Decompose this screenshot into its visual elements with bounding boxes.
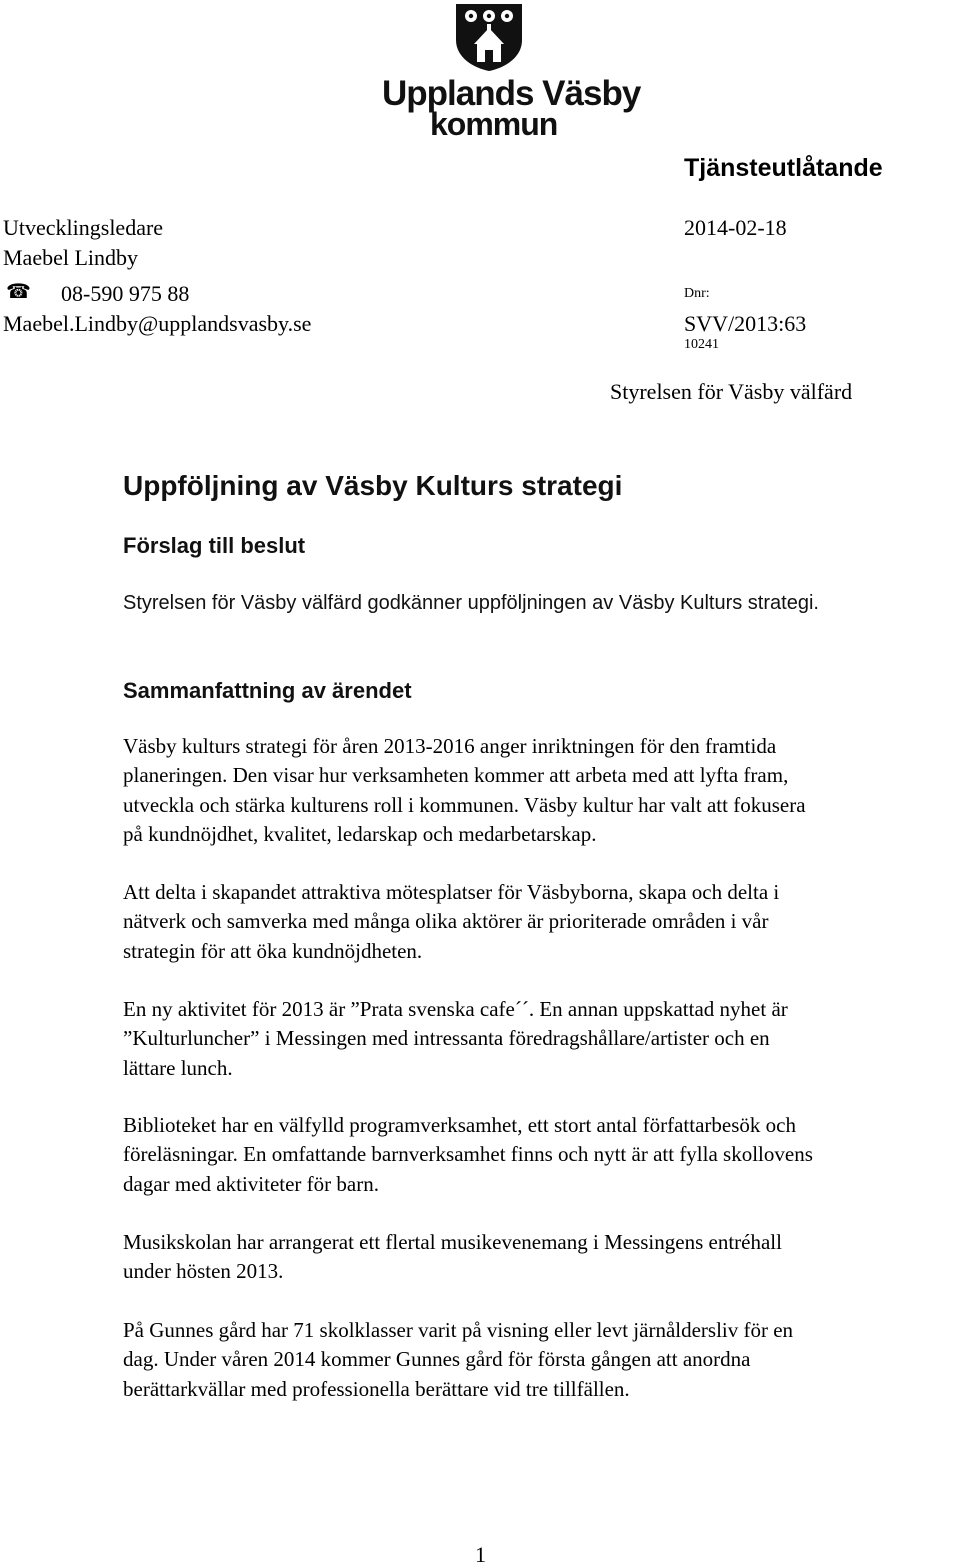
author-name: Maebel Lindby — [3, 245, 139, 270]
paragraph-line: planeringen. Den visar hur verksamheten kommer att arbeta med att lyfta fram, — [123, 763, 789, 788]
coat-of-arms-logo — [454, 2, 524, 72]
paragraph-line: berättarkvällar med professionella berättare vid tre tillfällen. — [123, 1376, 630, 1401]
dnr-number: SVV/2013:63 — [684, 311, 807, 336]
summary-paragraph — [123, 1316, 953, 1404]
document-title: Uppföljning av Väsby Kulturs strategi — [123, 470, 623, 501]
paragraph-line: nätverk och samverka med många olika aktörer är prioriterade områden i vår — [123, 909, 769, 934]
phone-number: 08-590 975 88 — [61, 281, 190, 306]
recipient: Styrelsen för Väsby välfärd — [610, 379, 853, 404]
paragraph-line: En ny aktivitet för 2013 är ”Prata svenska cafe´´. En annan uppskattad nyhet är — [123, 997, 788, 1021]
paragraph-line: lättare lunch. — [123, 1055, 233, 1080]
paragraph-line: Biblioteket har en välfylld programverksamhet, ett stort antal författarbesök och — [123, 1113, 796, 1137]
paragraph-line: strategin för att öka kundnöjdheten. — [123, 938, 423, 963]
paragraph-line: ”Kulturluncher” i Messingen med intressanta föredragshållare/artister och en — [123, 1026, 770, 1051]
paragraph-line: föreläsningar. En omfattande barnverksamhet finns och nytt är att fylla skollovens — [123, 1142, 813, 1167]
paragraph-line: dag. Under våren 2014 kommer Gunnes gård för första gången att anordna — [123, 1347, 751, 1372]
document-type: Tjänsteutlåtande — [684, 154, 883, 182]
summary-paragraph — [123, 995, 953, 1083]
logo-wordmark-line1: Upplands Väsby — [382, 74, 641, 113]
logo-wordmark-line2: kommun — [430, 106, 558, 142]
paragraph-line: under hösten 2013. — [123, 1259, 284, 1284]
reference-number: 10241 — [684, 337, 719, 352]
email-address: Maebel.Lindby@upplandsvasby.se — [3, 311, 312, 336]
page-number: 1 — [475, 1542, 486, 1567]
dnr-label: Dnr: — [684, 286, 710, 301]
document-date: 2014-02-18 — [684, 215, 787, 240]
paragraph-line: Väsby kulturs strategi för åren 2013-2016 anger inriktningen för den framtida — [123, 734, 777, 758]
summary-heading: Sammanfattning av ärendet — [123, 678, 412, 703]
paragraph-line: Att delta i skapandet attraktiva mötesplatser för Väsbyborna, skapa och delta i — [123, 880, 780, 904]
summary-paragraph — [123, 732, 953, 849]
paragraph-line: dagar med aktiviteter för barn. — [123, 1171, 379, 1196]
paragraph-line: utveckla och stärka kulturens roll i kommunen. Väsby kultur har valt att fokusera — [123, 792, 806, 817]
proposal-heading: Förslag till beslut — [123, 533, 306, 558]
summary-paragraph — [123, 1228, 953, 1287]
paragraph-line: Musikskolan har arrangerat ett flertal musikevenemang i Messingens entréhall — [123, 1230, 782, 1254]
phone-icon: ☎ — [6, 281, 31, 303]
summary-paragraph — [123, 878, 953, 966]
author-title: Utvecklingsledare — [3, 215, 164, 240]
paragraph-line: På Gunnes gård har 71 skolklasser varit på visning eller levt järnåldersliv för en — [123, 1318, 794, 1342]
summary-paragraph — [123, 1111, 953, 1199]
proposal-text: Styrelsen för Väsby välfärd godkänner uppföljningen av Väsby Kulturs strategi. — [123, 592, 819, 614]
paragraph-line: på kundnöjdhet, kvalitet, ledarskap och medarbetarskap. — [123, 821, 597, 846]
